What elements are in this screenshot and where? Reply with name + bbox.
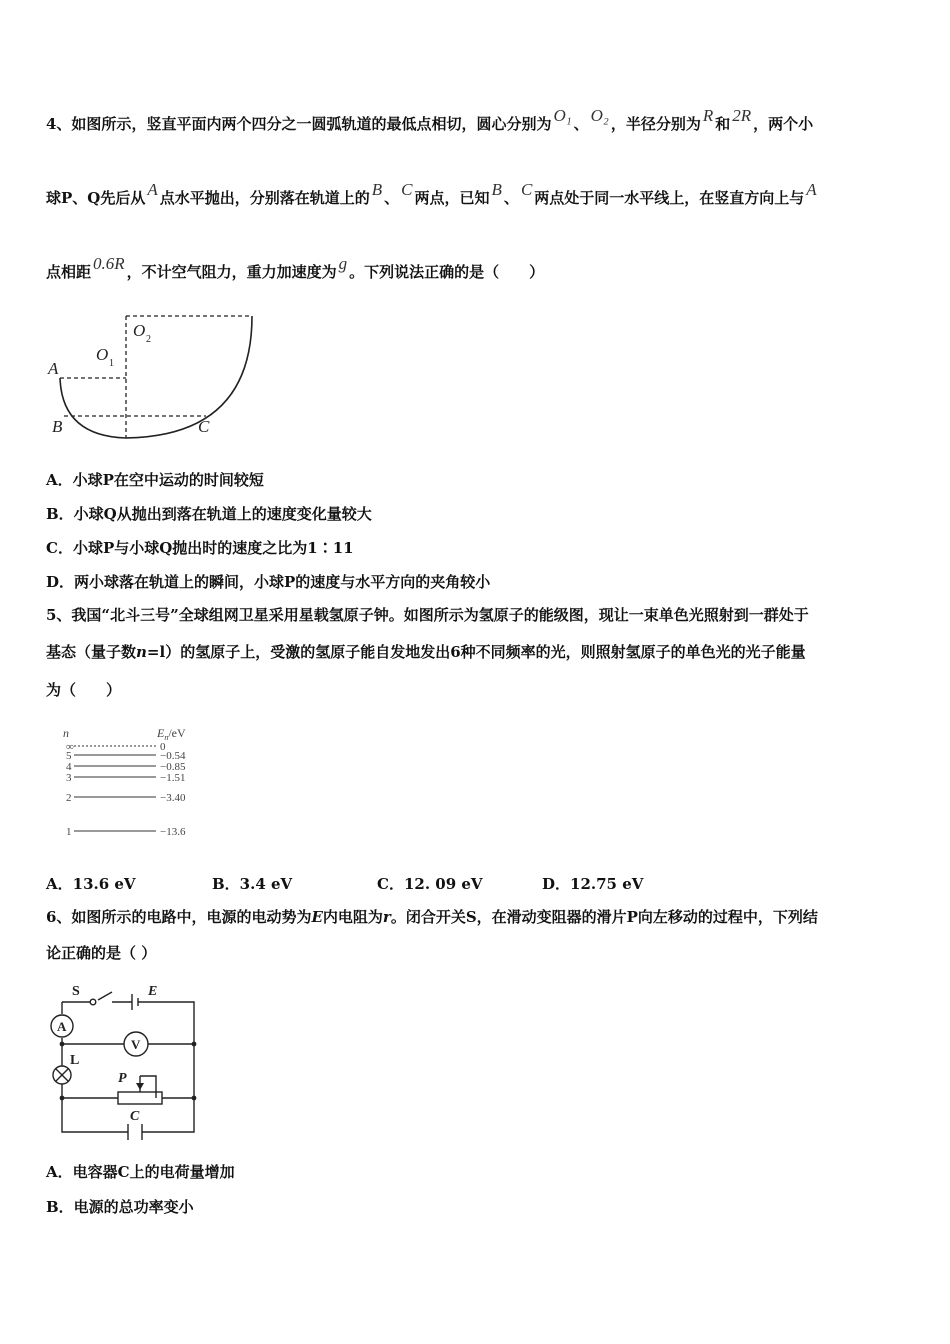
q5-option-d[interactable]: D．12.75 eV — [542, 875, 644, 893]
energy-level-value: −0.54 — [160, 750, 186, 762]
q5-option-c[interactable]: C．12. 09 eV — [377, 875, 483, 893]
q5-n-axis-label: n — [63, 726, 69, 740]
q6-label-L: L — [70, 1053, 80, 1068]
q4-option-a[interactable]: A．小球P在空中运动的时间较短 — [46, 471, 264, 489]
energy-level-n: 1 — [66, 826, 72, 838]
q6-label-P: P — [118, 1071, 127, 1086]
q5-energy-level-figure — [60, 725, 210, 845]
energy-level-value: −1.51 — [160, 772, 186, 784]
q4-label-A: A — [48, 359, 59, 378]
q4-option-c[interactable]: C．小球P与小球Q抛出时的速度之比为1∶11 — [46, 539, 354, 557]
q6-label-C: C — [130, 1109, 140, 1124]
energy-level-value: −0.85 — [160, 761, 186, 773]
q4-line-2: 球P、Q先后从 A 点水平抛出，分别落在轨道上的 B 、 C 两点，已知 B 、 C 两点处于同一水平线上，在竖直方向上与 A — [46, 180, 817, 207]
energy-level-n: ∞ — [66, 741, 74, 753]
q6-line-1: 6、如图所示的电路中，电源的电动势为E内电阻为r。闭合开关S，在滑动变阻器的滑片P向左移动的过程中，下列结 — [46, 908, 818, 926]
q4-line-1: 4、如图所示，竖直平面内两个四分之一圆弧轨道的最低点相切，圆心分别为 O₁ 、 O₂ ，半径分别为 R 和 2R ，两个小 — [46, 106, 814, 133]
q5-option-b[interactable]: B．3.4 eV — [212, 875, 293, 893]
q6-option-b[interactable]: B．电源的总功率变小 — [46, 1198, 194, 1216]
q5-option-a[interactable]: A．13.6 eV — [46, 875, 136, 893]
q4-label-B: B — [52, 417, 63, 436]
q6-option-a[interactable]: A．电容器C上的电荷量增加 — [46, 1163, 235, 1181]
energy-level-n: 4 — [66, 761, 72, 773]
q5-line-1: 5、我国“北斗三号”全球组网卫星采用星载氢原子钟。如图所示为氢原子的能级图，现让一束单色光照射到一群处于 — [46, 606, 809, 624]
energy-level-n: 5 — [66, 750, 72, 762]
energy-level-value: 0 — [160, 741, 166, 753]
q4-option-d[interactable]: D．两小球落在轨道上的瞬间，小球P的速度与水平方向的夹角较小 — [46, 573, 491, 591]
q6-circuit-figure — [46, 980, 206, 1140]
q4-track-figure — [46, 308, 256, 448]
q4-label-O2: O — [133, 321, 146, 340]
q4-label-O2-sub: 2 — [146, 334, 151, 345]
q5-line-3: 为（ ） — [46, 681, 122, 699]
q6-ammeter-icon: A — [57, 1019, 67, 1034]
energy-level-value: −13.6 — [160, 826, 186, 838]
q6-voltmeter-icon: V — [131, 1037, 141, 1052]
energy-level-n: 2 — [66, 792, 72, 804]
q4-option-b[interactable]: B．小球Q从抛出到落在轨道上的速度变化量较大 — [46, 505, 372, 523]
q6-label-E: E — [148, 984, 158, 999]
q4-line-3: 点相距 0.6R ，不计空气阻力，重力加速度为 g 。下列说法正确的是（ ） — [46, 254, 545, 281]
q6-line-2: 论正确的是（ ） — [46, 944, 157, 962]
q5-line-2: 基态（量子数n=l）的氢原子上，受激的氢原子能自发地发出6种不同频率的光，则照射氢原子的单色光的光子能量 — [46, 643, 806, 661]
q4-label-O1-sub: 1 — [109, 358, 114, 369]
energy-level-value: −3.40 — [160, 792, 186, 804]
q6-label-S: S — [72, 984, 80, 999]
q5-e-axis-label: $E_n/eV$ — [157, 726, 186, 742]
q4-label-C: C — [198, 417, 210, 436]
energy-level-n: 3 — [66, 772, 72, 784]
q4-label-O1: O — [96, 345, 109, 364]
